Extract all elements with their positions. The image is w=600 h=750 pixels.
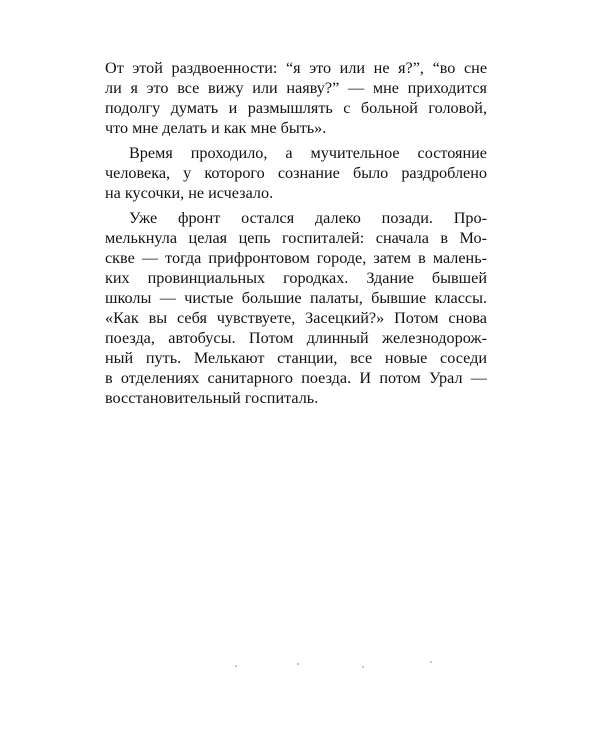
text-line: ли я это все вижу или наяву?” — мне приходится (105, 79, 487, 97)
text-line: Время проходило, а мучительное состояние (129, 144, 487, 162)
text-line: «Как вы себя чувствуете, Засецкий?» Потом снова (105, 309, 487, 327)
text-line: ный путь. Мелькают станции, все новые соседи (105, 349, 487, 367)
text-line: восстановительный госпиталь. (105, 389, 319, 407)
text-line: школы — чистые большие палаты, бывшие классы. (105, 289, 487, 307)
text-line: ких провинциальных городках. Здание бывшей (105, 269, 487, 287)
text-line: Уже фронт остался далеко позади. Про- (129, 209, 487, 227)
text-line: мелькнула целая цепь госпиталей: сначала в Мо- (105, 229, 487, 247)
text-line: человека, у которого сознание было раздроблено (105, 164, 487, 182)
text-line: подолгу думать и размышлять с больной головой, (105, 99, 487, 117)
text-line: что мне делать и как мне быть». (105, 119, 327, 137)
text-line: скве — тогда прифронтовом городе, затем в малень- (105, 249, 487, 267)
scan-speck (235, 665, 237, 667)
text-line: на кусочки, не исчезало. (105, 184, 274, 202)
scan-speck (362, 666, 364, 668)
scan-speck (297, 663, 299, 665)
text-line: От этой раздвоенности: “я это или не я?”, “во сне (105, 59, 487, 77)
scan-speck (430, 661, 432, 663)
text-line: поезда, автобусы. Потом длинный железнодорож- (105, 329, 487, 347)
text-line: в отделениях санитарного поезда. И потом Урал — (105, 369, 487, 387)
